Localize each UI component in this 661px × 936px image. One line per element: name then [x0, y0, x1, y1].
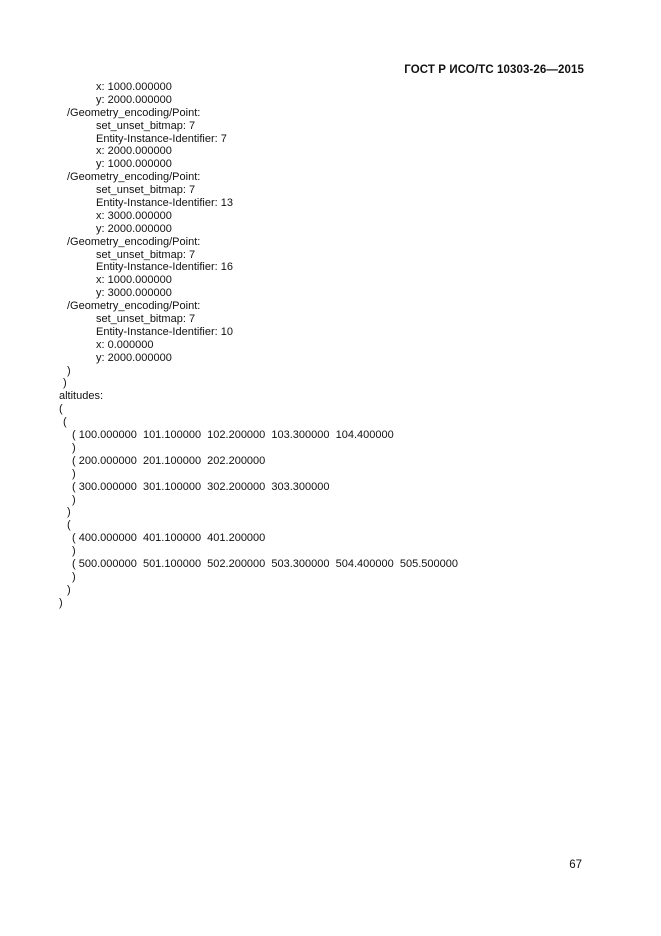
code-line: y: 2000.000000: [96, 351, 172, 364]
code-line: ( 300.000000 301.100000 302.200000 303.300000: [72, 480, 330, 493]
code-line: Entity-Instance-Identifier: 7: [96, 132, 227, 145]
code-line: x: 3000.000000: [96, 209, 172, 222]
code-line: set_unset_bitmap: 7: [96, 248, 196, 261]
code-line: y: 3000.000000: [96, 287, 172, 300]
page-number: 67: [569, 859, 582, 871]
code-line: ): [59, 596, 63, 609]
code-line: ( 500.000000 501.100000 502.200000 503.300000 504.400000 505.500000: [72, 557, 458, 570]
code-line: Entity-Instance-Identifier: 10: [96, 325, 233, 338]
document-header: ГОСТ Р ИСО/ТС 10303-26—2015: [404, 64, 584, 76]
code-line: ): [72, 467, 76, 480]
code-line: /Geometry_encoding/Point:: [67, 300, 201, 313]
code-line: ): [72, 570, 76, 583]
code-line: y: 2000.000000: [96, 222, 172, 235]
code-line: Entity-Instance-Identifier: 16: [96, 261, 233, 274]
code-line: (: [59, 403, 63, 416]
code-line: altitudes:: [59, 390, 104, 403]
code-line: set_unset_bitmap: 7: [96, 119, 196, 132]
code-line: ( 200.000000 201.100000 202.200000: [72, 454, 266, 467]
code-listing: [59, 81, 458, 610]
code-line: y: 2000.000000: [96, 93, 172, 106]
code-line: ): [72, 493, 76, 506]
code-line: ): [67, 506, 71, 519]
code-line: set_unset_bitmap: 7: [96, 184, 196, 197]
code-line: ): [72, 545, 76, 558]
code-line: ): [72, 441, 76, 454]
code-line: ( 100.000000 101.100000 102.200000 103.300000 104.400000: [72, 429, 394, 442]
code-line: /Geometry_encoding/Point:: [67, 235, 201, 248]
code-line: Entity-Instance-Identifier: 13: [96, 197, 233, 210]
code-line: (: [63, 416, 67, 429]
code-line: ): [67, 583, 71, 596]
code-line: x: 1000.000000: [96, 81, 172, 93]
code-line: (: [67, 519, 71, 532]
code-line: x: 0.000000: [96, 338, 154, 351]
code-line: /Geometry_encoding/Point:: [67, 106, 201, 119]
code-line: ): [67, 364, 71, 377]
code-line: ( 400.000000 401.100000 401.200000: [72, 532, 266, 545]
code-line: /Geometry_encoding/Point:: [67, 171, 201, 184]
code-line: y: 1000.000000: [96, 158, 172, 171]
code-line: x: 2000.000000: [96, 145, 172, 158]
code-line: x: 1000.000000: [96, 274, 172, 287]
code-line: set_unset_bitmap: 7: [96, 313, 196, 326]
code-line: ): [63, 377, 67, 390]
